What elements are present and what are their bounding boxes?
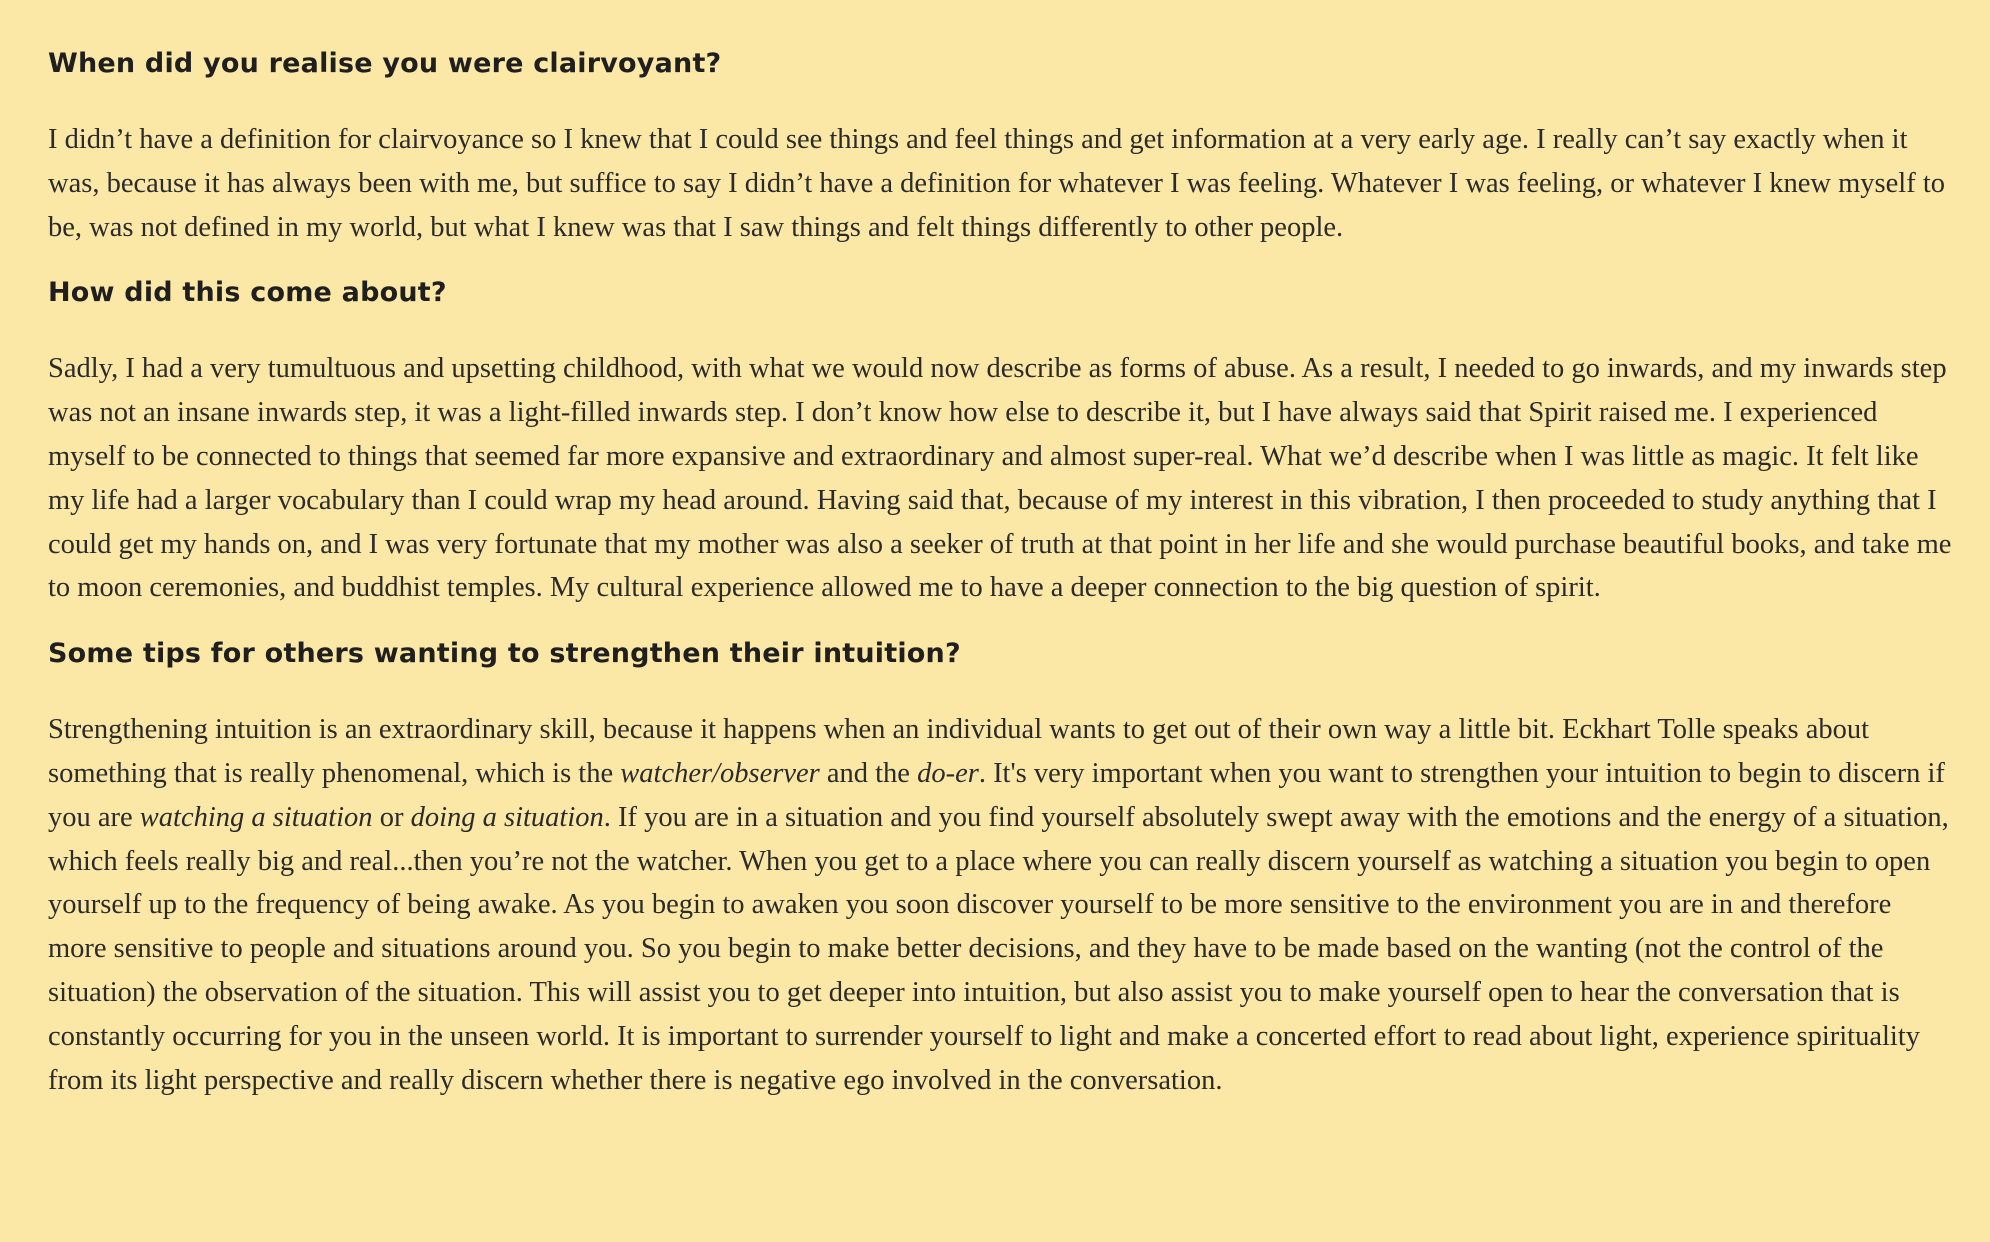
section-paragraph-how-it-came-about: Sadly, I had a very tumultuous and upsetting childhood, with what we would now describe as forms of abuse. As a result, I needed to go inwards, and my inwards step was not an insane inwards step, it was a light-filled inwards step. I don’t know how else to describe it, but I have always said that Spirit raised me. I experienced myself to be connected to things that seemed far more expansive and extraordinary and almost super-real. What we’d describe when I was little as magic. It felt like my life had a larger vocabulary than I could wrap my head around. Having said that, because of my interest in this vibration, I then proceeded to study anything that I could get my hands on, and I was very fortunate that my mother was also a seeker of truth at that point in her life and she would purchase beautiful books, and take me to moon ceremonies, and buddhist temples. My cultural experience allowed me to have a deeper connection to the big question of spirit.: [48, 353, 1952, 604]
text-run: and the: [819, 757, 918, 789]
section-paragraph-clairvoyant: I didn’t have a definition for clairvoyance so I knew that I could see things and feel things and get information at a very early age. I really can’t say exactly when it was, because it has always been with me, but suffice to say I didn’t have a definition for whatever I was feeling. Whatever I was feeling, or whatever I knew myself to be, was not defined in my world, but what I knew was that I saw things and felt things differently to other people.: [48, 124, 1945, 243]
text-run: . If you are in a situation and you find yourself absolutely swept away with the emotions and the energy of a situation, which feels really big and real...then you’re not the watcher. When you get to a place where you can really discern yourself as watching a situation you begin to open yourself up to the frequency of being awake. As you begin to awaken you soon discover yourself to be more sensitive to the environment you are in and therefore more sensitive to people and situations around you. So you begin to make better decisions, and they have to be made based on the wanting (not the control of the situation) the observation of the situation. This will assist you to get deeper into intuition, but also assist you to make yourself open to hear the conversation that is constantly occurring for you in the unseen world. It is important to surrender yourself to light and make a concerted effort to read about light, experience spirituality from its light perspective and really discern whether there is negative ego involved in the conversation.: [48, 801, 1949, 1096]
text-run: . It's very important when you want to strengthen your intuition to begin to discern if you are: [48, 757, 1945, 833]
section-heading-intuition-tips: Some tips for others wanting to strengthen their intuition?: [48, 638, 961, 670]
italic-phrase-watcher-observer: watcher/observer: [620, 757, 820, 789]
article-body: [48, 44, 1956, 1126]
text-run: or: [372, 801, 411, 833]
italic-phrase-doing-a-situation: doing a situation: [410, 801, 604, 833]
italic-phrase-do-er: do-er: [917, 757, 979, 789]
text-run: Strengthening intuition is an extraordinary skill, because it happens when an individual wants to get out of their own way a little bit. Eckhart Tolle speaks about something that is really phenomenal, which is the: [48, 714, 1870, 789]
section-paragraph-intuition-tips: [48, 708, 1956, 1102]
section-heading-how-it-came-about: How did this come about?: [48, 277, 447, 309]
italic-phrase-watching-a-situation: watching a situation: [139, 801, 373, 833]
section-heading-clairvoyant: When did you realise you were clairvoyant?: [48, 48, 722, 79]
